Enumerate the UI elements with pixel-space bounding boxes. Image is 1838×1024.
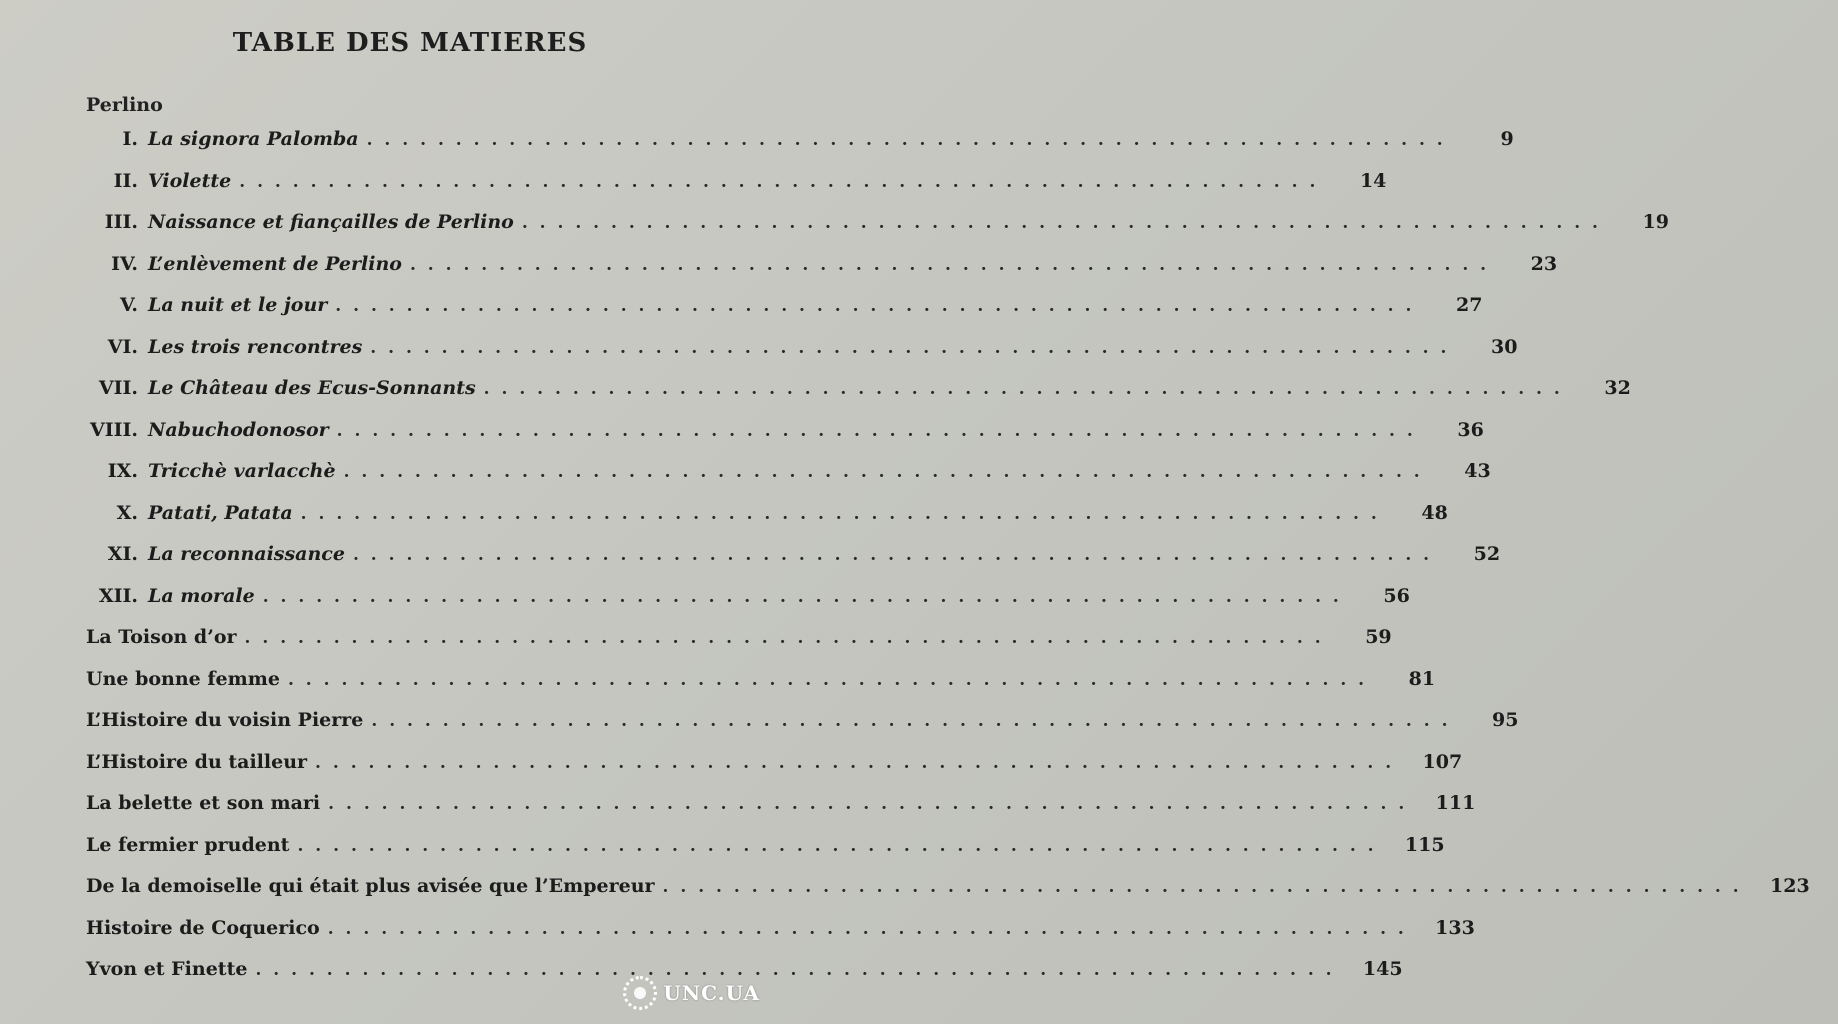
toc-entry-row	[0, 875, 1810, 905]
chapter-title: La morale	[148, 585, 255, 607]
chapter-number: VIII.	[89, 419, 138, 441]
chapter-title: Naissance et fiançailles de Perlino	[148, 211, 514, 233]
toc-chapter-row	[0, 419, 1484, 449]
leader-dots: . . . . . . . . . . . . . . . . . . . . . . . . . . . . . . . . . . . . . . . . . . . . . . . . . . . . . . . . . . . . .	[262, 587, 1342, 607]
chapter-number: I.	[122, 128, 138, 150]
page-number: 27	[1455, 294, 1483, 316]
page-number: 32	[1604, 377, 1631, 399]
entry-title: La Toison d’or	[86, 626, 237, 648]
chapter-number: XII.	[98, 585, 138, 607]
leader-dots: . . . . . . . . . . . . . . . . . . . . . . . . . . . . . . . . . . . . . . . . . . . . . . . . . . . . . . . . . . . . .	[239, 172, 1319, 192]
toc-chapter-row	[0, 543, 1501, 573]
leader-dots: . . . . . . . . . . . . . . . . . . . . . . . . . . . . . . . . . . . . . . . . . . . . . . . . . . . . . . . . . . . . .	[521, 213, 1601, 233]
chapter-number: II.	[113, 170, 138, 192]
toc-entry-row	[0, 834, 1445, 864]
page-number: 107	[1422, 751, 1463, 773]
page-number: 111	[1435, 792, 1476, 814]
chapter-number: VII.	[98, 377, 138, 399]
entry-title: Le fermier prudent	[86, 834, 290, 856]
chapter-title: Nabuchodonosor	[148, 419, 329, 441]
leader-dots: . . . . . . . . . . . . . . . . . . . . . . . . . . . . . . . . . . . . . . . . . . . . . . . . . . . . . . . . . . . . .	[366, 130, 1446, 150]
toc-chapter-row	[0, 585, 1410, 615]
leader-dots: . . . . . . . . . . . . . . . . . . . . . . . . . . . . . . . . . . . . . . . . . . . . . . . . . . . . . . . . . . . . .	[352, 545, 1433, 565]
chapter-title: L’enlèvement de Perlino	[148, 253, 402, 275]
leader-dots: . . . . . . . . . . . . . . . . . . . . . . . . . . . . . . . . . . . . . . . . . . . . . . . . . . . . . . . . . . . . .	[328, 794, 1408, 814]
leader-dots: . . . . . . . . . . . . . . . . . . . . . . . . . . . . . . . . . . . . . . . . . . . . . . . . . . . . . . . . . . . . .	[297, 836, 1377, 856]
leader-dots: . . . . . . . . . . . . . . . . . . . . . . . . . . . . . . . . . . . . . . . . . . . . . . . . . . . . . . . . . . . . .	[300, 504, 1380, 524]
leader-dots: . . . . . . . . . . . . . . . . . . . . . . . . . . . . . . . . . . . . . . . . . . . . . . . . . . . . . . . . . . . . .	[371, 711, 1451, 731]
leader-dots: . . . . . . . . . . . . . . . . . . . . . . . . . . . . . . . . . . . . . . . . . . . . . . . . . . . . . . . . . . . . .	[315, 753, 1395, 773]
page-number: 43	[1464, 460, 1491, 482]
toc-entry-row	[0, 751, 1463, 781]
entry-title: Yvon et Finette	[86, 958, 248, 980]
snowflake-icon	[623, 976, 657, 1010]
toc-chapter-row	[0, 253, 1558, 283]
chapter-title: La reconnaissance	[148, 543, 345, 565]
chapter-number: III.	[104, 211, 138, 233]
chapter-title: Les trois rencontres	[148, 336, 363, 358]
chapter-number: V.	[119, 294, 138, 316]
section-title-perlino: Perlino	[86, 94, 163, 116]
entry-title: L’Histoire du tailleur	[86, 751, 308, 773]
page-number: 123	[1770, 875, 1810, 897]
toc-entry-row	[0, 626, 1392, 656]
toc-chapter-row	[0, 336, 1518, 366]
page-number: 81	[1408, 668, 1436, 690]
page-number: 133	[1435, 917, 1475, 939]
chapter-title: La signora Palomba	[148, 128, 359, 150]
toc-chapter-row	[0, 460, 1491, 490]
page-number: 56	[1383, 585, 1410, 607]
page-number: 95	[1492, 709, 1519, 731]
toc-entry-row	[0, 917, 1475, 947]
toc-chapter-row	[0, 128, 1514, 158]
page-number: 48	[1421, 502, 1448, 524]
leader-dots: . . . . . . . . . . . . . . . . . . . . . . . . . . . . . . . . . . . . . . . . . . . . . . . . . . . . . . . . . . . . .	[483, 379, 1563, 399]
toc-chapter-row	[0, 211, 1669, 241]
chapter-title: Violette	[148, 170, 232, 192]
chapter-title: Le Château des Ecus-Sonnants	[148, 377, 476, 399]
toc-entry-row	[0, 668, 1436, 698]
chapter-title: Tricchè varlacchè	[148, 460, 336, 482]
entry-title: L’Histoire du voisin Pierre	[86, 709, 364, 731]
watermark	[623, 976, 760, 1010]
leader-dots: . . . . . . . . . . . . . . . . . . . . . . . . . . . . . . . . . . . . . . . . . . . . . . . . . . . . . . . . . . . . .	[244, 628, 1324, 648]
page-number: 9	[1500, 128, 1514, 150]
chapter-title: La nuit et le jour	[148, 294, 328, 316]
page-number: 115	[1404, 834, 1445, 856]
page-number: 14	[1359, 170, 1387, 192]
chapter-number: X.	[116, 502, 138, 524]
leader-dots: . . . . . . . . . . . . . . . . . . . . . . . . . . . . . . . . . . . . . . . . . . . . . . . . . . . . . . . . . . . . .	[336, 421, 1416, 441]
toc-chapter-row	[0, 170, 1387, 200]
chapter-number: VI.	[107, 336, 138, 358]
entry-title: De la demoiselle qui était plus avisée que l’Empereur	[86, 875, 655, 897]
page-number: 59	[1365, 626, 1392, 648]
page-number: 30	[1490, 336, 1518, 358]
chapter-title: Patati, Patata	[148, 502, 293, 524]
chapter-number: IV.	[111, 253, 138, 275]
leader-dots: . . . . . . . . . . . . . . . . . . . . . . . . . . . . . . . . . . . . . . . . . . . . . . . . . . . . . . . . . . . . .	[287, 670, 1368, 690]
leader-dots: . . . . . . . . . . . . . . . . . . . . . . . . . . . . . . . . . . . . . . . . . . . . . . . . . . . . . . . . . . . . .	[370, 338, 1450, 358]
leader-dots: . . . . . . . . . . . . . . . . . . . . . . . . . . . . . . . . . . . . . . . . . . . . . . . . . . . . . . . . . . . . .	[409, 255, 1490, 275]
leader-dots: . . . . . . . . . . . . . . . . . . . . . . . . . . . . . . . . . . . . . . . . . . . . . . . . . . . . . . . . . . . . .	[343, 462, 1423, 482]
toc-chapter-row	[0, 502, 1448, 532]
leader-dots: . . . . . . . . . . . . . . . . . . . . . . . . . . . . . . . . . . . . . . . . . . . . . . . . . . . . . . . . . . . . .	[662, 877, 1742, 897]
toc-chapter-row	[0, 294, 1483, 324]
page-number: 145	[1362, 958, 1403, 980]
page-number: 52	[1473, 543, 1501, 565]
chapter-number: XI.	[107, 543, 138, 565]
toc-entry-row	[0, 792, 1476, 822]
toc-entry-row	[0, 709, 1519, 739]
chapter-number: IX.	[107, 460, 138, 482]
entry-title: La belette et son mari	[86, 792, 321, 814]
page-title: TABLE DES MATIERES	[232, 28, 588, 58]
entry-title: Une bonne femme	[86, 668, 280, 690]
entry-title: Histoire de Coquerico	[86, 917, 320, 939]
leader-dots: . . . . . . . . . . . . . . . . . . . . . . . . . . . . . . . . . . . . . . . . . . . . . . . . . . . . . . . . . . . . .	[335, 296, 1415, 316]
page-number: 19	[1642, 211, 1669, 233]
toc-chapter-row	[0, 377, 1631, 407]
watermark-text: UNC.UA	[663, 981, 760, 1005]
page-number: 23	[1530, 253, 1558, 275]
page-number: 36	[1457, 419, 1484, 441]
leader-dots: . . . . . . . . . . . . . . . . . . . . . . . . . . . . . . . . . . . . . . . . . . . . . . . . . . . . . . . . . . . . .	[255, 960, 1335, 980]
leader-dots: . . . . . . . . . . . . . . . . . . . . . . . . . . . . . . . . . . . . . . . . . . . . . . . . . . . . . . . . . . . . .	[327, 919, 1407, 939]
